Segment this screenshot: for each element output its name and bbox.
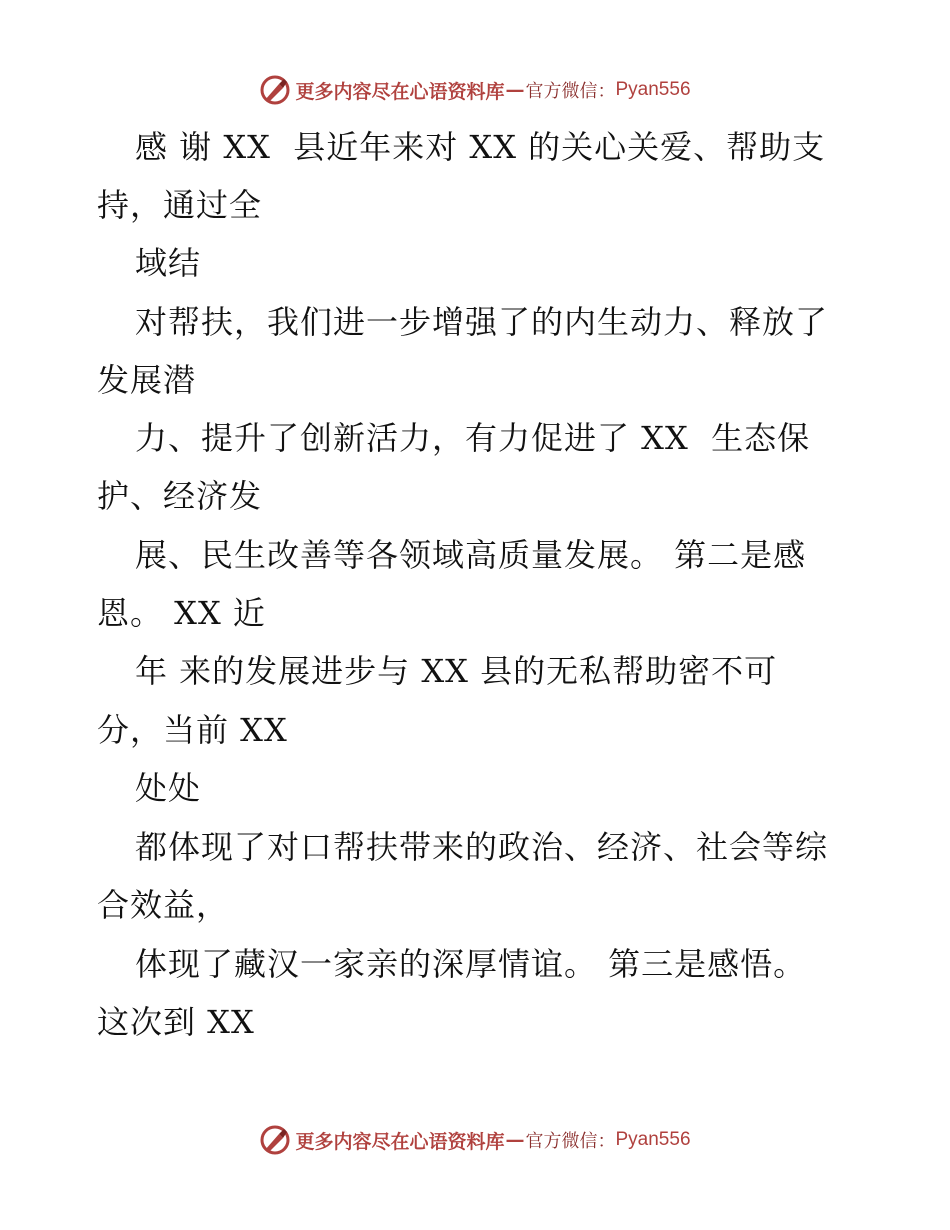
text-line: 力、提升了创新活力，有力促进了 XX 生态保 <box>135 419 811 457</box>
text-line: 恩。 XX 近 <box>97 594 266 632</box>
watermark-wechat-id: Pyan556 <box>615 79 691 100</box>
footer-watermark <box>0 1120 950 1160</box>
text-line: 合效益， <box>97 886 230 924</box>
watermark-official-label: 官方微信： <box>525 1131 616 1152</box>
text-line: 处处 <box>135 769 202 807</box>
text-line: 体现了藏汉一家亲的深厚情谊。 第三是感悟。 <box>135 945 807 983</box>
text-line: 感 谢 XX 县近年来对 XX 的关心关爱、帮助支 <box>135 128 826 166</box>
text-line: 护、经济发 <box>97 477 263 515</box>
text-line: 年 来的发展进步与 XX 县的无私帮助密不可 <box>135 652 778 690</box>
watermark-text: 更多内容尽在心语资料库 <box>295 1130 505 1153</box>
text-line: 持，通过全 <box>97 186 263 224</box>
watermark-official-label: 官方微信： <box>525 81 616 102</box>
text-line: 展、民生改善等各领域高质量发展。 第二是感 <box>135 536 807 574</box>
header-watermark <box>0 70 950 110</box>
pen-logo-icon <box>259 1124 291 1156</box>
pen-logo-icon <box>259 74 291 106</box>
text-line: 都体现了对口帮扶带来的政治、经济、社会等综 <box>135 828 829 866</box>
watermark-text: 更多内容尽在心语资料库 <box>295 80 505 103</box>
watermark-dash: — <box>505 79 525 101</box>
text-line: 域结 <box>135 244 202 282</box>
text-line: 发展潜 <box>97 361 197 399</box>
watermark-dash: — <box>505 1129 525 1151</box>
watermark-wechat-id: Pyan556 <box>615 1129 691 1150</box>
text-line: 对帮扶，我们进一步增强了的内生动力、释放了 <box>135 303 829 341</box>
text-line: 分，当前 XX <box>97 711 288 749</box>
text-line: 这次到 XX <box>97 1003 255 1041</box>
